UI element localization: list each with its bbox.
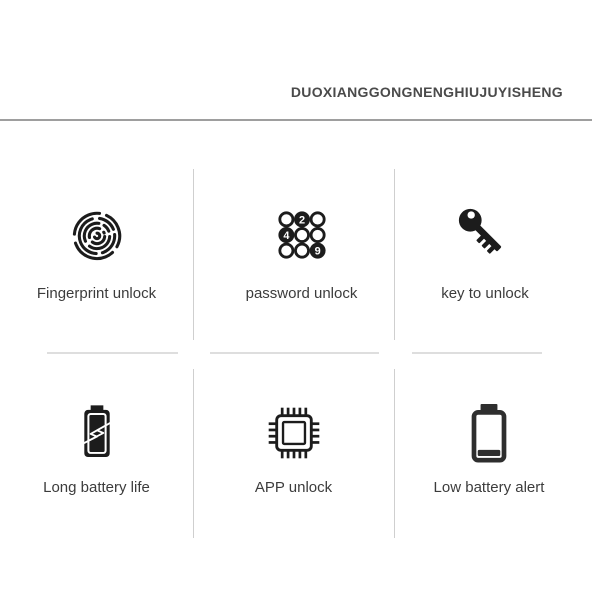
- row-divider: [47, 352, 178, 354]
- password-keypad-icon: [277, 203, 327, 267]
- feature-cell-key-unlock: [382, 203, 588, 303]
- feature-label: Low battery alert: [433, 479, 545, 496]
- feature-cell-app-unlock: [193, 401, 394, 497]
- feature-label: key to unlock: [441, 285, 529, 302]
- feature-cell-fingerprint-unlock: [0, 203, 193, 303]
- charging-battery-icon: [68, 401, 126, 465]
- row-divider: [412, 352, 542, 354]
- keypad-digit: 2: [298, 214, 305, 227]
- keypad-digit: 4: [282, 229, 289, 242]
- header-rule: [0, 119, 592, 121]
- feature-label: password unlock: [245, 285, 358, 302]
- key-icon: [457, 203, 513, 267]
- feature-label: Fingerprint unlock: [36, 285, 157, 302]
- feature-cell-long-battery-life: [0, 401, 193, 497]
- feature-label: APP unlock: [254, 479, 333, 496]
- feature-cell-password-unlock: [201, 203, 402, 303]
- row-divider: [210, 352, 379, 354]
- keypad-digit: 9: [314, 245, 321, 258]
- feature-label: Long battery life: [43, 479, 150, 496]
- fingerprint-icon: [68, 203, 126, 267]
- column-divider: [193, 169, 194, 340]
- low-battery-icon: [459, 401, 519, 465]
- feature-cell-low-battery-alert: [386, 401, 592, 497]
- chip-icon: [267, 401, 321, 465]
- product-title: DUOXIANGGONGNENGHIUJUYISHENG: [290, 84, 563, 100]
